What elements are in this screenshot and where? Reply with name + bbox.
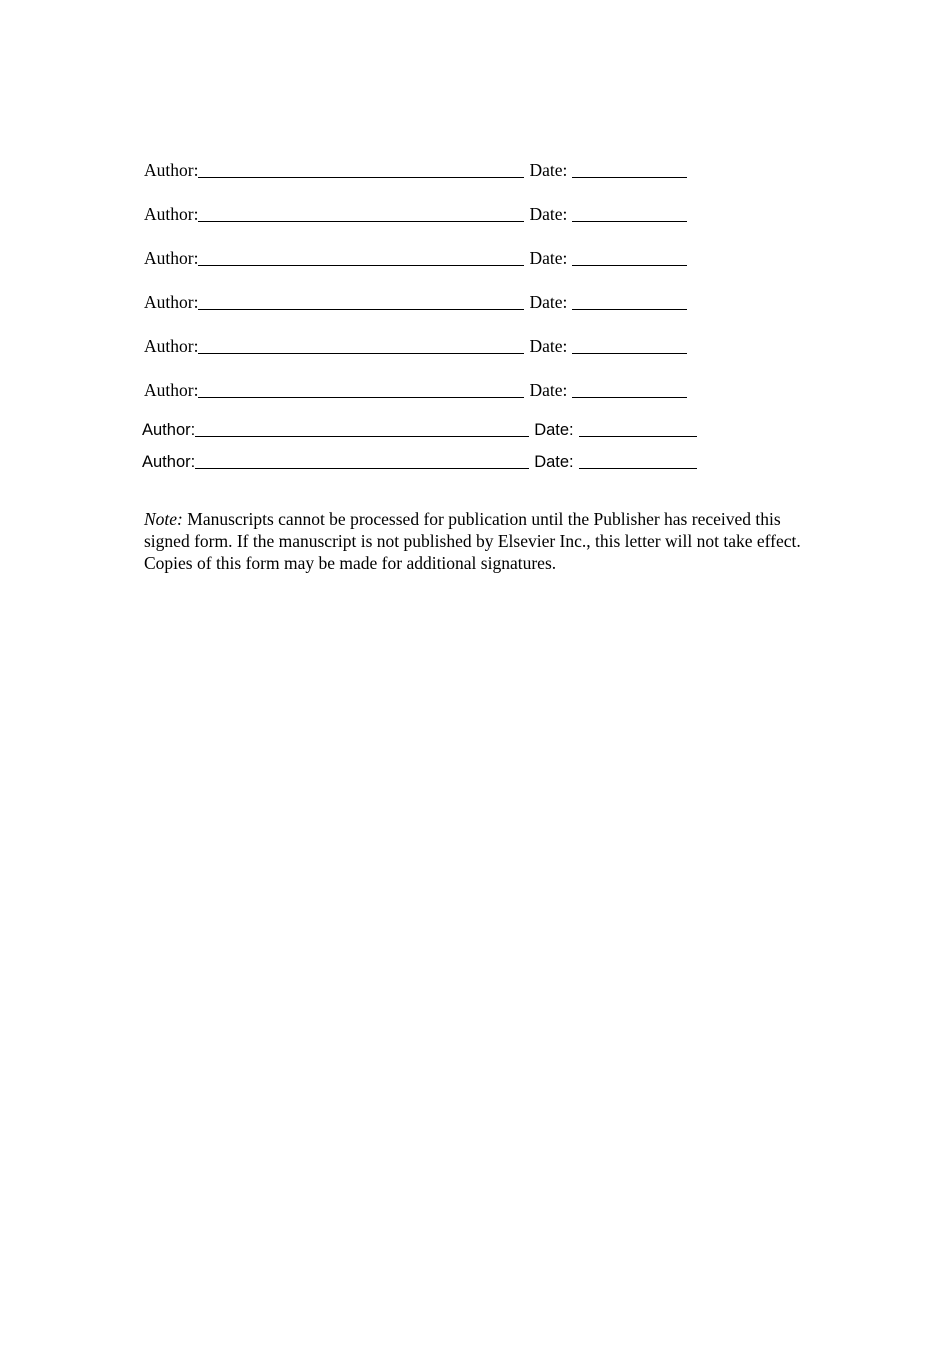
author-label: Author: [144, 248, 199, 268]
author-label: Author: [144, 380, 199, 400]
date-label: Date: [534, 453, 574, 471]
author-signature-line[interactable] [195, 435, 529, 437]
date-line[interactable] [572, 308, 687, 310]
author-label: Author: [144, 336, 199, 356]
author-label: Author: [142, 453, 196, 471]
author-signature-line[interactable] [198, 396, 524, 398]
date-line[interactable] [572, 396, 687, 398]
date-label: Date: [529, 336, 568, 356]
signature-row [144, 248, 687, 268]
note-paragraph [144, 508, 824, 574]
date-line[interactable] [572, 264, 687, 266]
note-label: Note: [144, 508, 183, 529]
date-line[interactable] [579, 467, 697, 469]
date-label: Date: [529, 248, 568, 268]
author-signature-line[interactable] [198, 308, 524, 310]
author-signature-line[interactable] [198, 352, 524, 354]
signature-row [144, 380, 687, 400]
signature-row [144, 160, 687, 180]
signature-row [144, 292, 687, 312]
author-signature-line[interactable] [198, 176, 524, 178]
author-label: Author: [142, 421, 196, 439]
author-signature-line[interactable] [195, 467, 529, 469]
signature-row [142, 452, 697, 472]
date-line[interactable] [579, 435, 697, 437]
date-label: Date: [529, 204, 568, 224]
date-label: Date: [529, 292, 568, 312]
date-label: Date: [529, 160, 568, 180]
author-signature-line[interactable] [198, 264, 524, 266]
note-text: Manuscripts cannot be processed for publication until the Publisher has received this signed form. If the manuscript is not published by Elsevier Inc., this letter will not take effect. Copies of this form may be made for additional signatures. [144, 508, 801, 573]
date-line[interactable] [572, 352, 687, 354]
author-label: Author: [144, 204, 199, 224]
signature-row [142, 420, 697, 440]
author-signature-line[interactable] [198, 220, 524, 222]
author-label: Author: [144, 292, 199, 312]
date-label: Date: [534, 421, 574, 439]
signature-row [144, 204, 687, 224]
date-line[interactable] [572, 220, 687, 222]
signature-row [144, 336, 687, 356]
date-line[interactable] [572, 176, 687, 178]
date-label: Date: [529, 380, 568, 400]
author-label: Author: [144, 160, 199, 180]
